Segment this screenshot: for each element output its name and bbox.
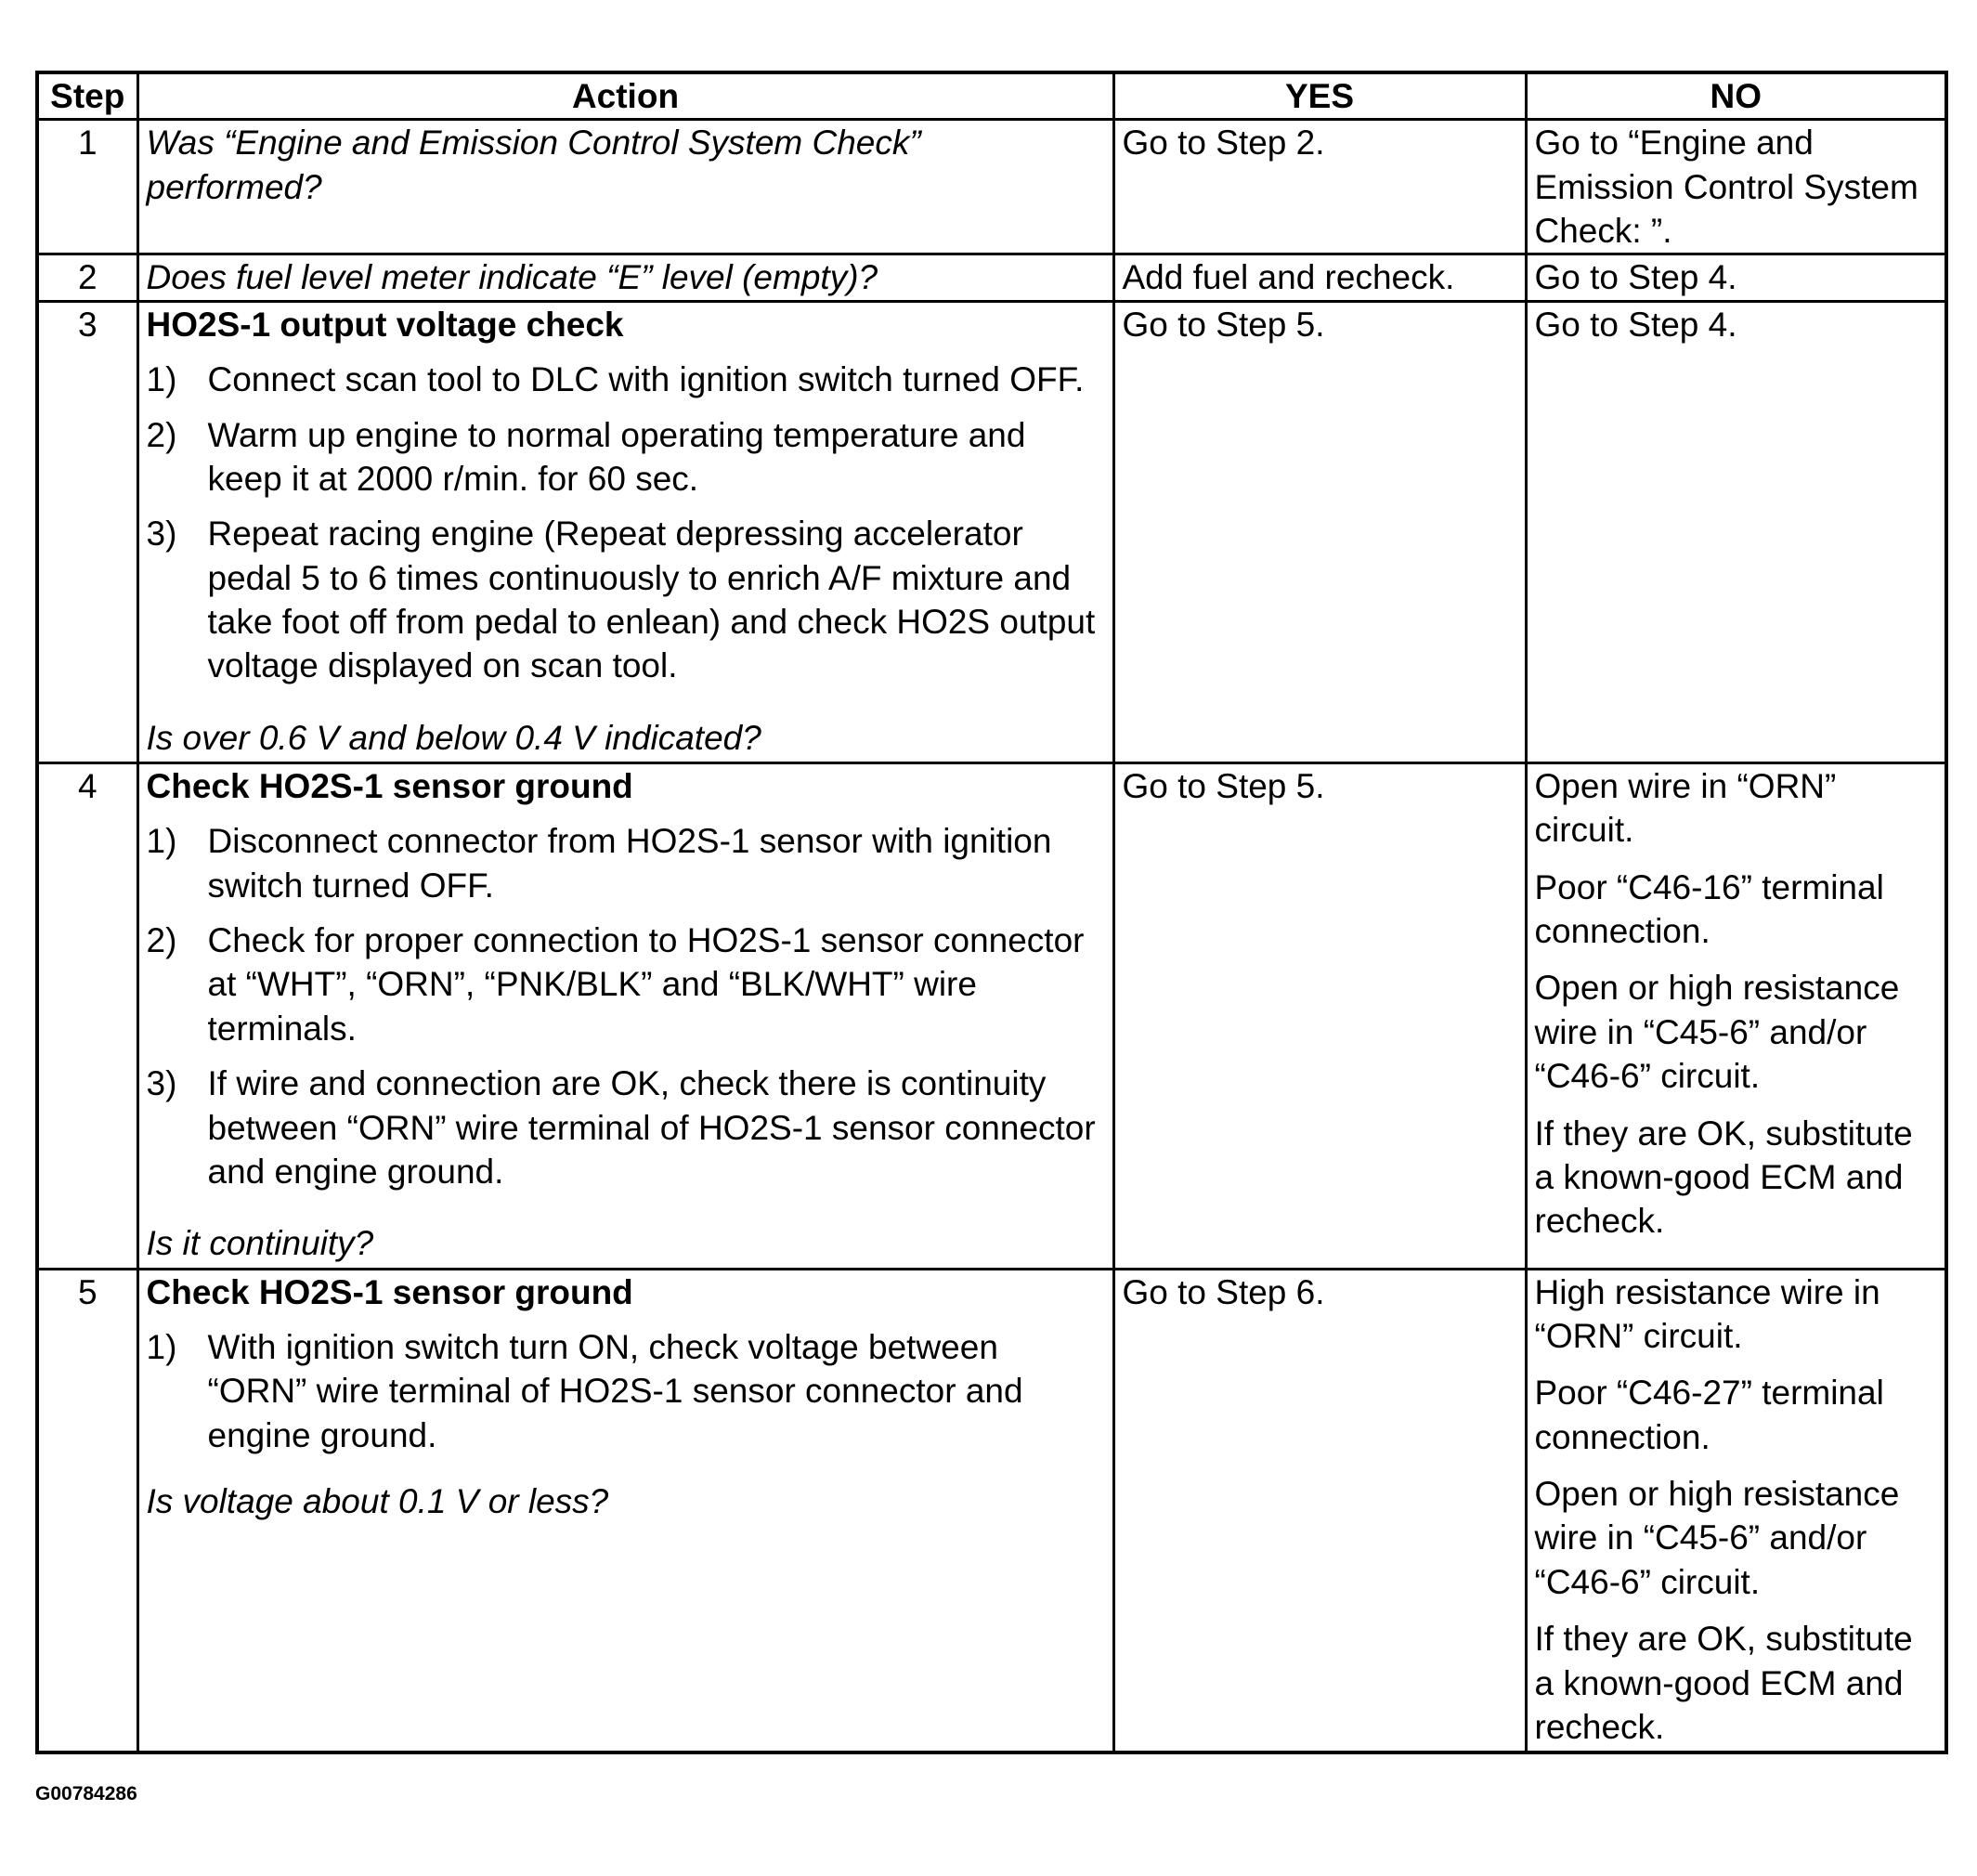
action-step-text: With ignition switch turn ON, check voltage between “ORN” wire terminal of HO2S-1 sensor connector and engine ground. — [207, 1327, 1023, 1454]
yes-cell: Go to Step 6. — [1113, 1269, 1526, 1752]
action-step-item — [147, 1062, 1105, 1193]
action-steps — [147, 358, 1105, 688]
action-step-text: Connect scan tool to DLC with ignition switch turned OFF. — [207, 360, 1085, 399]
action-step-text: Repeat racing engine (Repeat depressing accelerator pedal 5 to 6 times continuously to enrich A/F mixture and take foot off from pedal to enlean) and check HO2S output voltage displayed on scan tool. — [207, 515, 1096, 685]
header-step: Step — [37, 72, 137, 120]
step-number: 5 — [37, 1269, 137, 1752]
header-row — [37, 72, 1946, 120]
header-yes: YES — [1113, 72, 1526, 120]
action-steps — [147, 819, 1105, 1193]
step-number: 1 — [37, 120, 137, 254]
action-step-text: Check for proper connection to HO2S-1 sensor connector at “WHT”, “ORN”, “PNK/BLK” and “BLK/WHT” wire terminals. — [207, 921, 1085, 1048]
diagnostic-table — [35, 71, 1948, 1754]
action-step-number: 1) — [146, 360, 177, 399]
action-step-text: Warm up engine to normal operating temperature and keep it at 2000 r/min. for 60 sec. — [207, 415, 1026, 498]
action-step-number: 2) — [146, 415, 177, 454]
action-step-text: Disconnect connector from HO2S-1 sensor with ignition switch turned OFF. — [207, 822, 1052, 905]
no-cell — [1526, 120, 1946, 254]
no-text: Open or high resistance wire in “C45-6” and/or “C46-6” circuit. — [1534, 1475, 1900, 1601]
action-heading: Check HO2S-1 sensor ground — [146, 767, 633, 806]
no-text: Go to “Engine and Emission Control System Check: ”. — [1534, 124, 1918, 251]
action-step-item — [147, 819, 1105, 907]
no-cell — [1526, 301, 1946, 762]
table-row-step-4 — [37, 763, 1946, 1270]
action-step-number: 3) — [146, 1064, 177, 1103]
no-text: If they are OK, substitute a known-good ECM and recheck. — [1534, 1114, 1913, 1241]
action-cell — [137, 254, 1113, 301]
action-step-number: 3) — [146, 515, 177, 554]
step-number: 4 — [37, 763, 137, 1270]
header-no: NO — [1526, 72, 1946, 120]
action-step-item — [147, 918, 1105, 1050]
action-step-text: If wire and connection are OK, check there is continuity between “ORN” wire terminal of HO2S-1 sensor connector and engine ground. — [207, 1064, 1096, 1191]
action-step-number: 1) — [146, 1327, 177, 1366]
step-number: 2 — [37, 254, 137, 301]
yes-cell: Go to Step 5. — [1113, 763, 1526, 1270]
no-text: Poor “C46-27” terminal connection. — [1534, 1374, 1884, 1456]
figure-id: G00784286 — [35, 1783, 137, 1804]
action-cell — [137, 301, 1113, 762]
table-row-step-5 — [37, 1269, 1946, 1752]
action-question: Is over 0.6 V and below 0.4 V indicated? — [146, 718, 761, 757]
no-text: If they are OK, substitute a known-good ECM and recheck. — [1534, 1620, 1913, 1746]
diagnostic-document — [35, 71, 1944, 1754]
no-text: Poor “C46-16” terminal connection. — [1534, 867, 1884, 951]
action-question: Is voltage about 0.1 V or less? — [146, 1482, 609, 1521]
no-text: Open or high resistance wire in “C45-6” and/or “C46-6” circuit. — [1534, 969, 1900, 1096]
no-cell — [1526, 1269, 1946, 1752]
action-cell — [137, 120, 1113, 254]
action-cell — [137, 763, 1113, 1270]
yes-cell: Go to Step 2. — [1113, 120, 1526, 254]
action-question: Was “Engine and Emission Control System Check” performed? — [146, 124, 921, 206]
no-text: Go to Step 4. — [1534, 258, 1737, 297]
table-row-step-1 — [37, 120, 1946, 254]
table-row-step-3 — [37, 301, 1946, 762]
action-heading: Check HO2S-1 sensor ground — [146, 1272, 633, 1311]
no-text: Go to Step 4. — [1534, 305, 1737, 344]
no-cell — [1526, 763, 1946, 1270]
action-step-item — [147, 358, 1105, 401]
action-step-item — [147, 1325, 1105, 1457]
action-steps — [147, 1325, 1105, 1457]
step-number: 3 — [37, 301, 137, 762]
table-row-step-2 — [37, 254, 1946, 301]
action-heading: HO2S-1 output voltage check — [146, 305, 624, 344]
yes-cell: Add fuel and recheck. — [1113, 254, 1526, 301]
no-text: Open wire in “ORN” circuit. — [1534, 767, 1837, 850]
header-action: Action — [137, 72, 1113, 120]
action-step-number: 1) — [146, 822, 177, 861]
action-cell — [137, 1269, 1113, 1752]
action-question: Does fuel level meter indicate “E” level (empty)? — [146, 258, 878, 297]
no-text: High resistance wire in “ORN” circuit. — [1534, 1272, 1880, 1355]
no-cell — [1526, 254, 1946, 301]
action-step-item — [147, 413, 1105, 502]
yes-cell: Go to Step 5. — [1113, 301, 1526, 762]
action-step-item — [147, 512, 1105, 687]
action-question: Is it continuity? — [146, 1224, 374, 1263]
action-step-number: 2) — [146, 921, 177, 960]
